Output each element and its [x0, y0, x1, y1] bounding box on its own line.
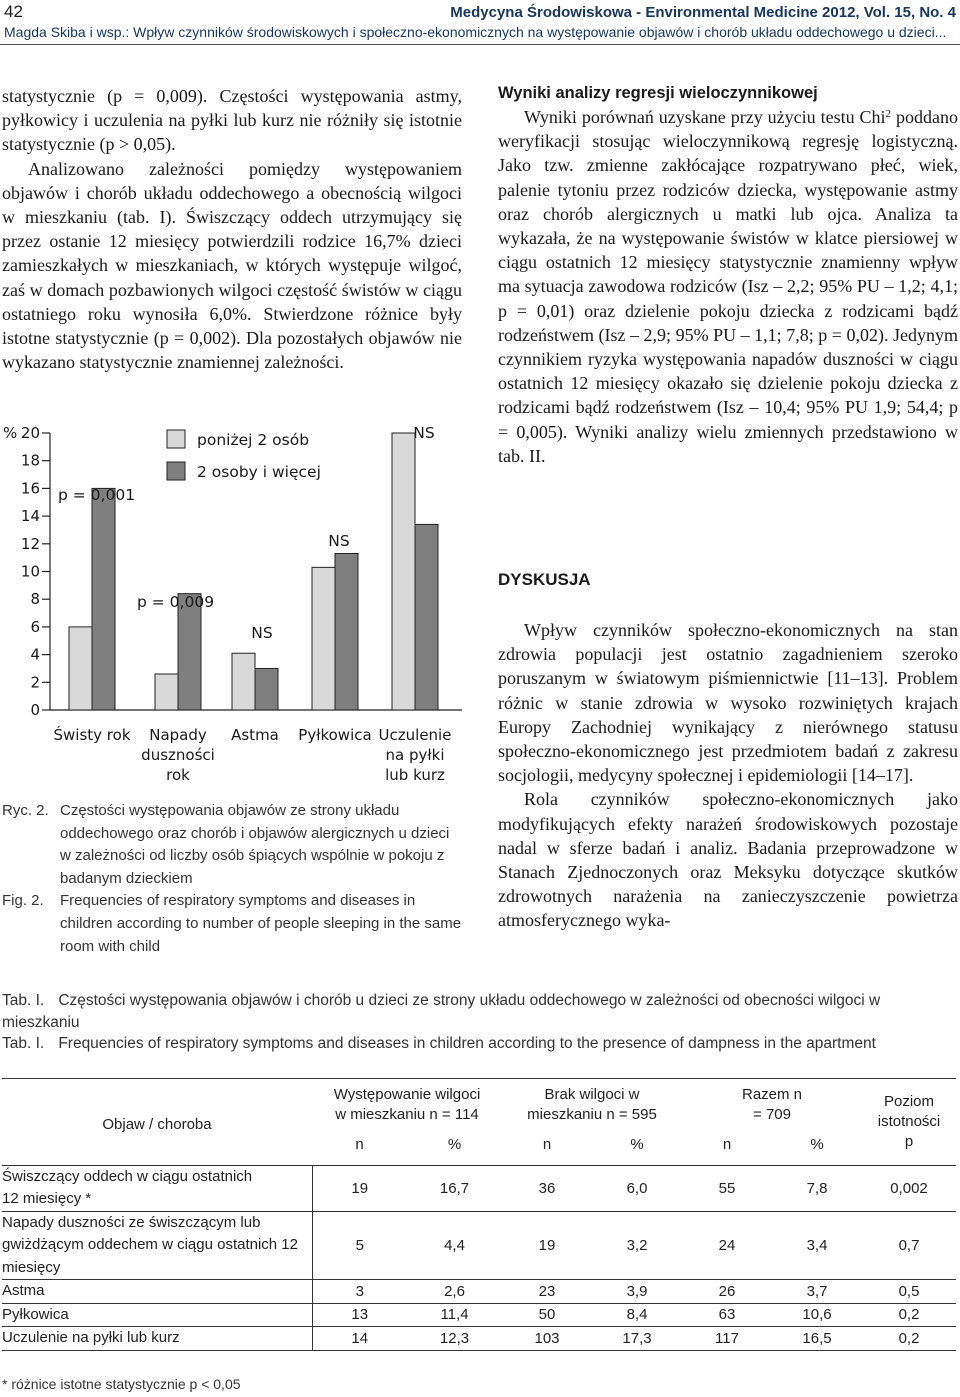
cell-n3: 26 [682, 1280, 772, 1304]
x-category-label: na pyłki [385, 746, 445, 764]
table-caption-pl: Częstości występowania objawów i chorób u dzieci ze strony układu oddechowego w zależności od obecności wilgoci w mieszkaniu [2, 992, 881, 1031]
subheader-pct: % [810, 1136, 824, 1154]
right-paragraph-1 [498, 105, 958, 468]
bar-lt2 [392, 433, 415, 710]
discussion-paragraph-1: Wpływ czynników społeczno-ekonomicznych na stan zdrowia populacji jest ostatnio zagadnieniem szeroko poruszanym w światowym piśmiennictwie [11–13]. Problem różnic w stanie zdrowia w wysoko rozwiniętych krajach Europy Zachodniej wynikający z nierównego statusu społeczno-ekonomicznego jest przedmiotem badań z zakresu socjologii, medycyny społecznej i epidemiologii [14–17]. [498, 620, 958, 786]
y-tick-label: 16 [20, 479, 40, 498]
subheader-n: n [722, 1136, 732, 1154]
table-row [2, 1166, 956, 1212]
cell-n3: 24 [682, 1211, 772, 1280]
page-number: 42 [4, 2, 23, 21]
cell-p1: 12,3 [407, 1327, 502, 1351]
cell-p1: 2,6 [407, 1280, 502, 1304]
table-footnote: * różnice istotne statystycznie p < 0,05 [2, 1376, 241, 1392]
legend-label: poniżej 2 osób [197, 431, 310, 449]
figure-caption [2, 800, 464, 958]
figure-caption-en: Frequencies of respiratory symptoms and diseases in children according to number of people sleeping in the same room with child [60, 892, 462, 955]
section-heading-regression: Wyniki analizy regresji wieloczynnikowej [498, 84, 818, 102]
y-tick-label: 12 [20, 534, 40, 553]
y-tick-label: 6 [30, 617, 40, 636]
cell-n1: 14 [312, 1327, 407, 1351]
cell-p3: 3,4 [772, 1211, 862, 1280]
bar-lt2 [312, 567, 335, 710]
cell-p3: 16,5 [772, 1327, 862, 1351]
legend-swatch [167, 430, 185, 448]
table-header-nodamp: Brak wilgoci w mieszkaniu n = 595 [527, 1086, 657, 1123]
cell-p3: 10,6 [772, 1303, 862, 1327]
table-header-symptom: Objaw / choroba [102, 1115, 212, 1133]
bar-lt2 [155, 674, 178, 710]
y-tick-label: 10 [20, 562, 40, 581]
significance-label: p = 0,009 [137, 593, 215, 611]
y-unit-label: % [3, 424, 18, 442]
figure-label-en: Fig. 2. [2, 892, 44, 910]
subheader-n: n [542, 1136, 552, 1154]
bar-ge2 [335, 553, 358, 710]
x-category-label: duszności [141, 746, 215, 764]
row-label: Astma [2, 1280, 312, 1304]
cell-p1: 16,7 [439, 1179, 470, 1197]
cell-n1: 13 [312, 1303, 407, 1327]
y-tick-label: 18 [20, 451, 40, 470]
table-header-damp: Występowanie wilgoci w mieszkaniu n = 114 [333, 1086, 481, 1123]
table-body [2, 1166, 956, 1351]
y-tick-label: 14 [20, 507, 40, 526]
cell-n1: 3 [312, 1280, 407, 1304]
table-row [2, 1327, 956, 1351]
cell-p1: 11,4 [407, 1303, 502, 1327]
row-label: Pyłkowica [2, 1303, 312, 1327]
chi-superscript: 2 [885, 108, 892, 120]
cell-n2: 36 [538, 1179, 556, 1197]
subheader-pct: % [630, 1136, 644, 1154]
figure-caption-pl: Częstości występowania objawów ze strony układu oddechowego oraz chorób i objawów alergicznych u dzieci w zależności od liczby osób śpiących wspólnie w pokoju z badanym dzieckiem [60, 802, 450, 887]
cell-n1: 5 [312, 1211, 407, 1280]
right-column-discussion [498, 618, 958, 933]
table-label-en: Tab. I. [2, 1035, 45, 1052]
cell-p: 0,7 [862, 1211, 956, 1280]
y-tick-label: 20 [20, 424, 40, 442]
table-header-p: Poziom istotności p [877, 1092, 941, 1150]
significance-label: NS [251, 624, 273, 642]
row-label: Napady duszności ze świszczącym lub gwiżdżącym oddechem w ciągu ostatnich 12 miesięcy [2, 1211, 312, 1280]
table-row [2, 1211, 956, 1280]
left-paragraph-2: Analizowano zależności pomiędzy występowaniem objawów i chorób układu oddechowego a obecnością wilgoci w mieszkaniu (tab. I). Świszczący oddech utrzymujący się przez ostanie 12 miesięcy potwierdzili rodzice 16,7% dzieci zamieszkałych w mieszkaniach, w których występuje wilgoć, zaś w domach pozbawionych wilgoci częstość świstów w ciągu ostatniego roku wynosiła 6,0%. Stwierdzone różnice były istotne statystycznie (p = 0,002). Dla pozostałych objawów nie wykazano statystycznie znamiennej zależności. [2, 158, 462, 373]
journal-title: Medycyna Środowiskowa - Environmental Medicine 2012, Vol. 15, No. 4 [450, 4, 956, 21]
y-tick-label: 0 [30, 701, 40, 719]
cell-p: 0,5 [862, 1280, 956, 1304]
table-caption-en: Frequencies of respiratory symptoms and diseases in children according to the presence of dampness in the apartment [58, 1035, 876, 1052]
discussion-paragraph-2: Rola czynników społeczno-ekonomicznych jako modyfikujących efekty narażeń środowiskowych pozostaje nadal w sferze badań i analiz. Badania przeprowadzone w Stanach Zjednoczonych oraz Meksyku dotyczące skutków zdrowotnych narażenia na zanieczyszczenie powietrza atmosferycznego wyka- [498, 789, 958, 931]
cell-n3: 117 [682, 1327, 772, 1351]
cell-p2: 6,0 [626, 1179, 648, 1197]
row-label: Świszczący oddech w ciągu ostatnich 12 miesięcy * [2, 1167, 253, 1207]
data-table [2, 1078, 956, 1351]
cell-p2: 17,3 [592, 1327, 682, 1351]
legend-label: 2 osoby i więcej [197, 463, 321, 481]
right-paragraph-1a: Wyniki porównań uzyskane przy użyciu testu Chi [524, 107, 886, 127]
table-label-pl: Tab. I. [2, 992, 45, 1009]
table-row [2, 1280, 956, 1304]
x-category-label: Uczulenie [378, 726, 452, 744]
cell-n2: 103 [502, 1327, 592, 1351]
running-title: Magda Skiba i wsp.: Wpływ czynników środowiskowych i społeczno-ekonomicznych na występowanie objawów i chorób układu oddechowego u dzieci... [4, 24, 947, 40]
x-category-label: rok [166, 766, 190, 784]
cell-p: 0,002 [890, 1179, 928, 1197]
right-column [498, 81, 958, 468]
cell-p3: 7,8 [806, 1179, 828, 1197]
bar-chart [0, 420, 470, 790]
bar-lt2 [232, 653, 255, 710]
table-row [2, 1303, 956, 1327]
cell-p1: 4,4 [407, 1211, 502, 1280]
cell-p: 0,2 [862, 1303, 956, 1327]
section-heading-dyskusja: DYSKUSJA [498, 570, 591, 589]
x-category-label: Pyłkowica [298, 726, 372, 744]
cell-n2: 23 [502, 1280, 592, 1304]
cell-n2: 50 [502, 1303, 592, 1327]
x-category-label: Astma [231, 726, 279, 744]
cell-p: 0,2 [862, 1327, 956, 1351]
row-label: Uczulenie na pyłki lub kurz [2, 1327, 312, 1351]
figure-label-pl: Ryc. 2. [2, 802, 49, 819]
cell-n1: 19 [312, 1166, 407, 1212]
y-tick-label: 2 [30, 673, 40, 692]
bar-ge2 [178, 594, 201, 710]
bar-ge2 [415, 524, 438, 710]
cell-n3: 63 [682, 1303, 772, 1327]
table-caption [2, 990, 952, 1055]
left-paragraph-1: statystycznie (p = 0,009). Częstości występowania astmy, pyłkowicy i uczulenia na pyłki lub kurz nie różniły się istotnie statystycznie (p > 0,05). [2, 86, 462, 155]
header-rule [0, 44, 960, 45]
significance-label: NS [413, 424, 435, 442]
cell-p3: 3,7 [772, 1280, 862, 1304]
bar-ge2 [255, 668, 278, 710]
x-category-label: Świsty rok [53, 726, 131, 744]
x-category-label: lub kurz [385, 766, 445, 784]
y-tick-label: 4 [30, 645, 40, 664]
bar-lt2 [69, 627, 92, 710]
cell-n2: 19 [502, 1211, 592, 1280]
significance-label: NS [328, 532, 350, 550]
y-tick-label: 8 [30, 590, 40, 609]
cell-p2: 3,9 [592, 1280, 682, 1304]
x-category-label: Napady [149, 726, 207, 744]
subheader-n: n [355, 1136, 364, 1154]
left-column [2, 84, 462, 374]
right-paragraph-1b: poddano weryfikacji stosując wieloczynnikową regresję logistyczną. Jako tzw. zmienne zakłócające rozpatrywano płeć, wiek, palenie tytoniu przez rodziców dziecka, występowanie astmy oraz chorób alergicznych u matki lub ojca. Analiza ta wykazała, że na występowanie świstów w klatce piersiowej w ciągu ostatnich 12 miesięcy statystycznie znamienny wpływ ma sytuacja zawodowa rodziców (Isz – 2,2; 95% PU – 1,2; 4,1; p = 0,01) oraz dzielenie pokoju dziecka z rodzicami bądź rodzeństwem (Isz – 2,9; 95% PU – 1,1; 7,8; p = 0,02). Jedynym czynnikiem ryzyka występowania napadów duszności w ciągu ostatnich 12 miesięcy okazało się dzielenie pokoju dziecka z rodzicami bądź rodzeństwem (Isz – 10,4; 95% PU 1,9; 54,4; p = 0,005). Wyniki analizy wielu zmiennych przedstawiono w tab. II. [498, 107, 958, 466]
subheader-pct: % [447, 1136, 462, 1154]
cell-p2: 3,2 [592, 1211, 682, 1280]
legend-swatch [167, 462, 185, 480]
table-header-total: Razem n = 709 [741, 1086, 803, 1123]
cell-p2: 8,4 [592, 1303, 682, 1327]
cell-n3: 55 [718, 1179, 736, 1197]
significance-label: p = 0,001 [58, 486, 136, 504]
bar-ge2 [92, 488, 115, 710]
